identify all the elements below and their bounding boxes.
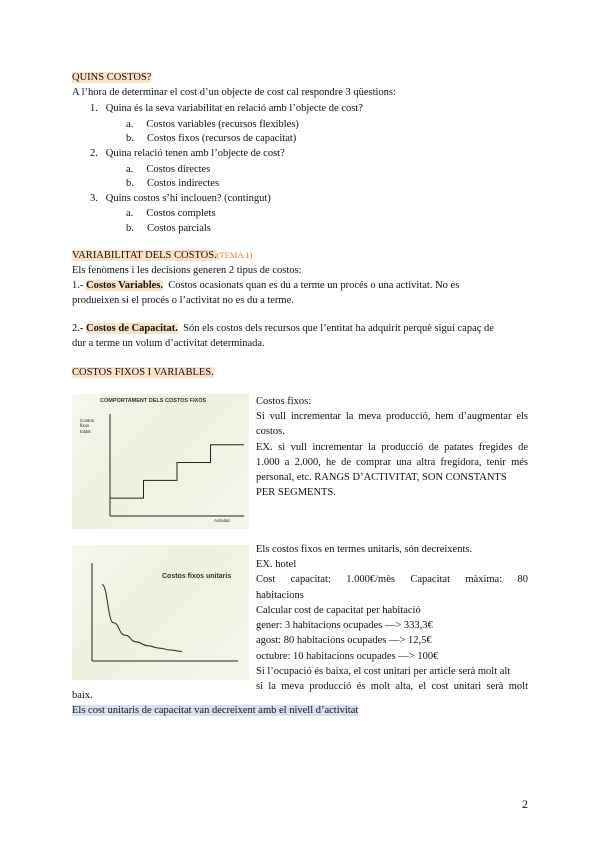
- capacity-costs-def-line1: 2.- Costos de Capacitat. Són els costos dels recursos que l’entitat ha adquirit perquè sigui capaç de: [72, 323, 494, 334]
- block2-tail: baix.: [72, 690, 93, 701]
- block2-line: Els costos fixos en termes unitaris, són decreixents.: [256, 544, 473, 555]
- block1-line: Si vull incrementar la meva producció, hem d’augmentar els: [256, 411, 528, 423]
- block2-line: octubre: 10 habitacions ocupades —> 100€: [256, 650, 439, 662]
- tema-label: (TEMA 1): [216, 250, 253, 260]
- chart2-plot: [72, 545, 249, 680]
- fixed-costs-step-line: [110, 445, 244, 498]
- unit-costs-explanation: [256, 542, 528, 694]
- question-1: 1. Quina és la seva variabilitat en relació amb l’objecte de cost?: [90, 103, 363, 114]
- section2-title: VARIABILITAT DELS COSTOS.(TEMA 1): [72, 250, 253, 261]
- chart1-xlabel: Activitat: [214, 518, 230, 523]
- variable-costs-def-line2: produeixen si el procés o l’activitat no es du a terme.: [72, 295, 294, 306]
- section3-title: COSTOS FIXOS I VARIABLES.: [72, 367, 214, 378]
- block2-line: gener: 3 habitacions ocupades —> 333,3€: [256, 620, 433, 632]
- block1-line: 1.000 a 2.000, he de comprar una altra fregidora, tenir més: [256, 456, 528, 468]
- block2-line: si la meva producció és molt alta, el cost unitari serà molt: [256, 680, 528, 692]
- conclusion: Els cost unitaris de capacitat van decreixent amb el nivell d’activitat: [72, 705, 359, 716]
- block2-line: Cost capacitat: 1.000€/mès Capacitat màxima: 80: [256, 574, 528, 586]
- section2-intro: Els fenòmens i les decisions generen 2 tipus de costos:: [72, 265, 302, 276]
- chart1-plot: [72, 394, 249, 529]
- fixed-costs-explanation: [256, 394, 528, 501]
- option-1a: a. Costos variables (recursos flexibles): [126, 119, 299, 130]
- block2-line: habitacions: [256, 589, 304, 601]
- option-2b: b. Costos indirectes: [126, 178, 220, 189]
- block2-line: agost: 80 habitacions ocupades —> 12,5€: [256, 635, 432, 647]
- question-3: 3. Quins costos s’hi inclouen? (contingut): [90, 193, 271, 204]
- question-2: 2. Quina relació tenen amb l’objecte de cost?: [90, 148, 285, 159]
- block1-line: PER SEGMENTS.: [256, 487, 336, 499]
- page-number: 2: [522, 797, 528, 811]
- capacity-costs-def-line2: dur a terme un volum d’activitat determinada.: [72, 338, 265, 349]
- option-3a: a. Costos complets: [126, 208, 216, 219]
- section1-intro: A l’hora de determinar el cost d’un objecte de cost cal respondre 3 qüestions:: [72, 87, 396, 98]
- chart2-title: Costos fixos unitaris: [162, 573, 232, 580]
- block2-line: Si l’ocupació és baixa, el cost unitari per article serà molt alt: [256, 665, 511, 677]
- option-3b: b. Costos parcials: [126, 223, 211, 234]
- unit-fixed-costs-chart: [72, 545, 249, 680]
- block2-line: EX. hotel: [256, 559, 297, 571]
- block2-line: Calcular cost de capacitat per habitació: [256, 604, 421, 616]
- fixed-costs-chart: [72, 394, 249, 529]
- option-2a: a. Costos directes: [126, 164, 211, 175]
- option-1b: b. Costos fixos (recursos de capacitat): [126, 133, 297, 144]
- variable-costs-def-line1: 1.- Costos Variables. Costos ocasionats quan es du a terme un procés o una activitat. No es: [72, 280, 460, 291]
- block1-line: Costos fixos:: [256, 396, 312, 407]
- section1-title: QUINS COSTOS?: [72, 72, 152, 83]
- block1-line: costos.: [256, 426, 285, 438]
- unit-costs-curve: [102, 584, 182, 651]
- block1-line: EX. si vull incrementar la producció de patates fregides de: [256, 441, 528, 453]
- chart1-title: COMPORTAMENT DELS COSTOS FIXOS: [100, 398, 207, 404]
- chart1-ylabel: Costos fixos totals: [80, 418, 95, 434]
- block1-line: personal, etc. RANGS D’ACTIVITAT, SON CONSTANTS: [256, 472, 507, 484]
